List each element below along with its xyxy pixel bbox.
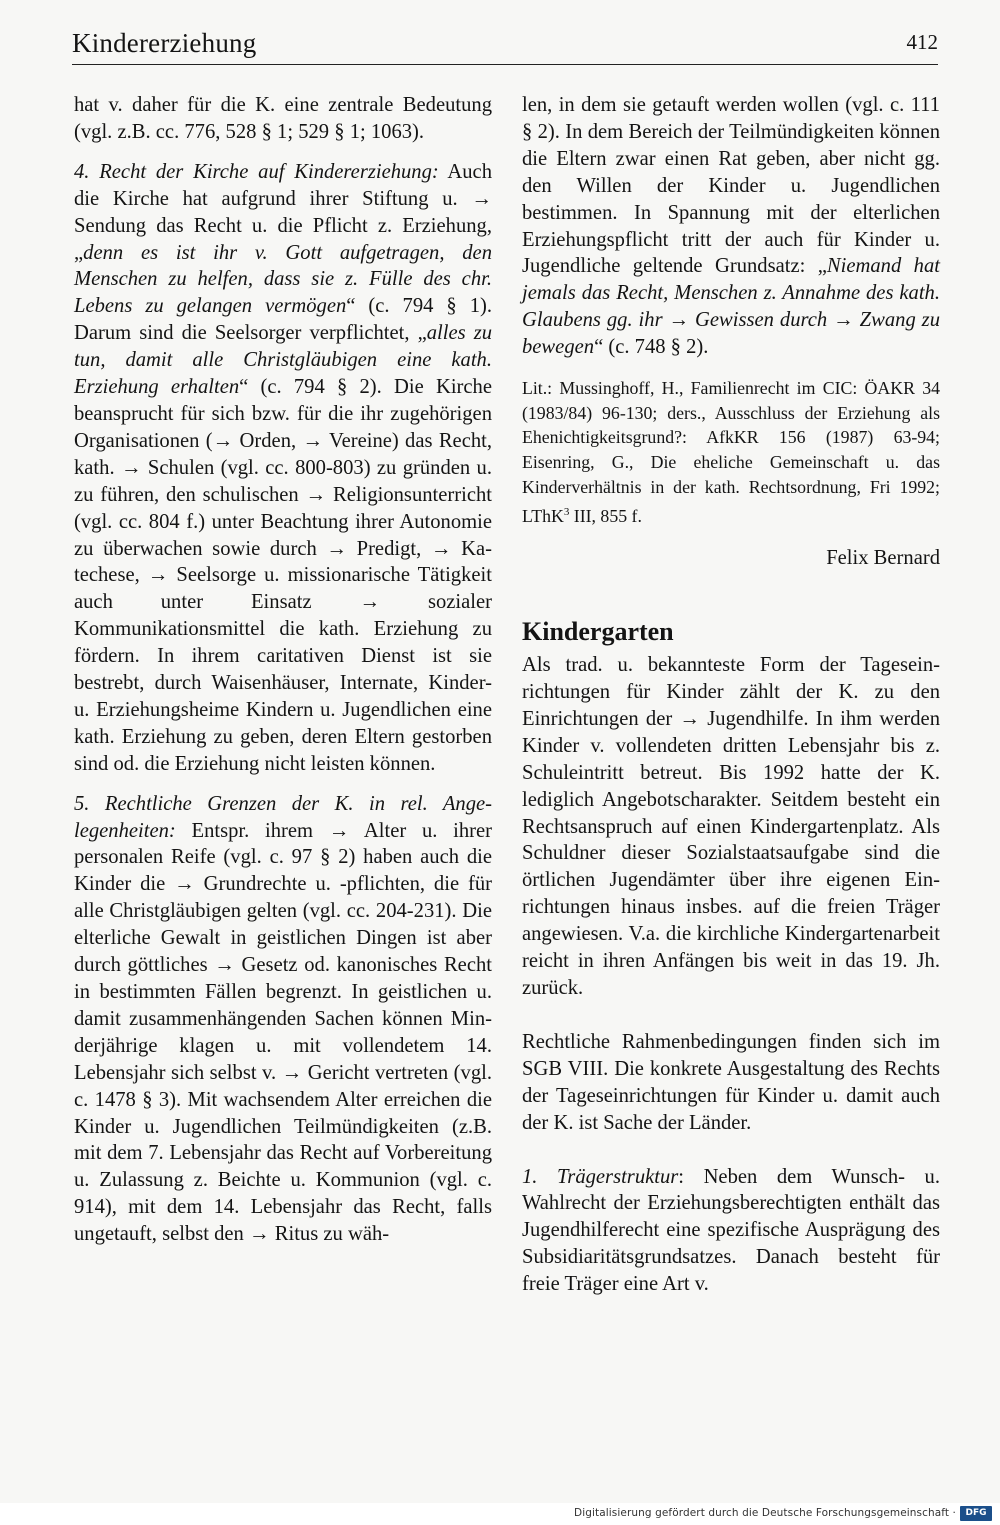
section-5-paragraph	[74, 791, 492, 1248]
running-title: Kindererziehung	[72, 28, 257, 58]
article-author: Felix Bernard	[826, 547, 940, 570]
digitization-footer	[0, 1503, 1000, 1525]
left-column	[74, 92, 492, 1248]
paragraph-continuation	[74, 92, 492, 146]
paragraph-text: “ (c. 794 § 2). Die Kirche beansprucht für sich bzw. für die ihr zugehörigen Organisationen (→ Orden, → Vereine) das Recht, kath. → Schulen (vgl. cc. 800-803) zu gründen u. zu führen, den schulischen → Religionsunterricht (vgl. cc. 804 f.) unter Beachtung ihrer Autonomie zu überwachen sowie durch → Predigt, → Katechese, → Seelsorge u. missionarische Tätigkeit auch unter Einsatz → sozialer Kommunikationsmittel die kath. Erziehung zu fördern. In ihrem caritativen Dienst ist sie bestrebt, durch Waisenhäuser, Internate, Kinder- u. Erziehungsheime Kindern u. Jugendlichen eine kath. Erziehung zu geben, deren Eltern gestorben sind od. die Erziehung nicht leisten können.	[74, 376, 492, 775]
section-5-heading: 5. Rechtliche Grenzen der K. in rel. Angelegenheiten:	[74, 792, 492, 842]
right-column	[522, 92, 940, 1298]
canon-quote: alles zu tun, damit alle Christgläubigen eine kath. Erziehung erhalten	[74, 322, 493, 399]
section-4-paragraph	[74, 159, 492, 778]
paragraph-text: hat v. daher für die K. eine zentrale Bedeutung (vgl. z.B. cc. 776, 528 § 1; 529 § 1; 1063).	[74, 94, 492, 143]
paragraph-text: Entspr. ihrem → Alter u. ihrer personalen Reife (vgl. c. 97 § 2) haben auch die Kinder die → Grundrechte u. -pflichten, die für alle Christgläubigen gelten (vgl. cc. 204-231). Die elterliche Gewalt in geistlichen Dingen ist aber durch göttliches → Gesetz od. kanonisches Recht in bestimmten Fällen begrenzt. In geistlichen u. damit zusammenhängenden Sachen können Minderjährige klagen u. mit vollendetem 14. Lebensjahr sich selbst v. → Gericht vertreten (vgl. c. 1478 § 3). Mit wachsendem Alter erreichen die Kinder u. Jugendlichen Teilmündigkeiten (z.B. mit dem 7. Lebensjahr das Recht auf Vorbereitung u. Zulassung z. Beichte u. Kommunion (vgl. c. 914), mit dem 14. Lebensjahr das Recht, falls ungetauft, selbst den → Ritus zu wäh-	[74, 819, 492, 1246]
paragraph-continuation	[522, 92, 940, 361]
literature-text: Lit.: Mussinghoff, H., Familienrecht im CIC: ÖAKR 34 (1983/84) 96-130; ders., Ausschluss der Erziehung als Ehenichtigkeitsgrund?: AfkKR 156 (1987) 63-94; Eisenring, G., Die eheliche Gemeinschaft u. das Kinderverhältnis in der kath. Rechtsordnung, Fri 1992; LThK	[522, 378, 940, 526]
section-1-heading: 1. Trägerstruktur	[522, 1165, 679, 1188]
section-4-heading: 4. Recht der Kirche auf Kindererziehung:	[74, 160, 439, 183]
dfg-logo: DFG	[960, 1506, 992, 1521]
section-1-paragraph	[522, 1164, 940, 1299]
entry-headword: Kindergarten	[522, 617, 674, 647]
paragraph-text: Auch die Kirche hat aufgrund ihrer Stiftung u. → Sendung das Recht u. die Pflicht z. Erziehung, „	[74, 160, 492, 264]
literature-text: III, 855 f.	[569, 505, 642, 526]
literature-list	[522, 376, 940, 528]
running-head	[72, 24, 938, 65]
canon-quote: denn es ist ihr v. Gott aufgetragen, den Menschen zu helfen, dass sie z. Fülle des chr. Lebens zu gelangen vermögen	[74, 241, 492, 318]
intro-paragraph: Als trad. u. bekannteste Form der Tageseinrichtungen für Kinder zählt der K. zu den Einrichtungen der → Jugendhilfe. In ihm werden Kinder v. vollendeten dritten Lebensjahr bis z. Schuleintritt betreut. Bis 1992 hatte der K. lediglich Angebotscharakter. Seitdem besteht ein Rechtsanspruch auf einen Kindergartenplatz. Als Schuldner dieser Sozialstaatsaufgabe sind die örtlichen Jugendämter über ihre eigenen Einrichtungen hinaus insbes. auf die freien Träger angewiesen. V.a. die kirchliche Kindergartenarbeit reicht in ihren Anfängen bis weit in das 19. Jh. zurück.	[522, 654, 940, 999]
paragraph-text: “ (c. 794 § 1). Darum sind die Seelsorger verpflichtet, „	[74, 295, 492, 345]
paragraph-text: len, in dem sie getauft werden wollen (vgl. c. 111 § 2). In dem Bereich der Teilmündigkeiten können die Eltern zwar einen Rat geben, aber nicht gg. den Willen der Kinder u. Jugendlichen bestimmen. In Spannung mit der elterlichen Erziehungspflicht tritt der auch für Kinder u. Jugendliche geltende Grundsatz: „	[522, 94, 940, 278]
literature-superscript: 3	[563, 505, 570, 518]
canon-quote: Niemand hat jemals das Recht, Menschen z. Annahme des kath. Glaubens gg. ihr → Gewissen durch → Zwang zu bewegen	[522, 255, 940, 359]
paragraph-text: “ (c. 748 § 2).	[594, 336, 709, 359]
legal-framework-paragraph: Rechtliche Rahmenbedingungen finden sich im SGB VIII. Die konkrete Ausgestaltung des Rechts der Tageseinrichtungen für Kinder u. damit auch der K. ist Sache der Länder.	[522, 1030, 940, 1134]
funding-credit: Digitalisierung gefördert durch die Deutsche Forschungsgemeinschaft ·	[574, 1507, 956, 1519]
page-number: 412	[906, 30, 938, 54]
paragraph-text: : Neben dem Wunsch- u. Wahlrecht der Erziehungsberechtigten enthält das Jugendhilferecht eine spezifische Ausprägung des Subsidiaritätsgrundsatzes. Danach besteht für freie Träger eine Art v.	[522, 1165, 940, 1296]
